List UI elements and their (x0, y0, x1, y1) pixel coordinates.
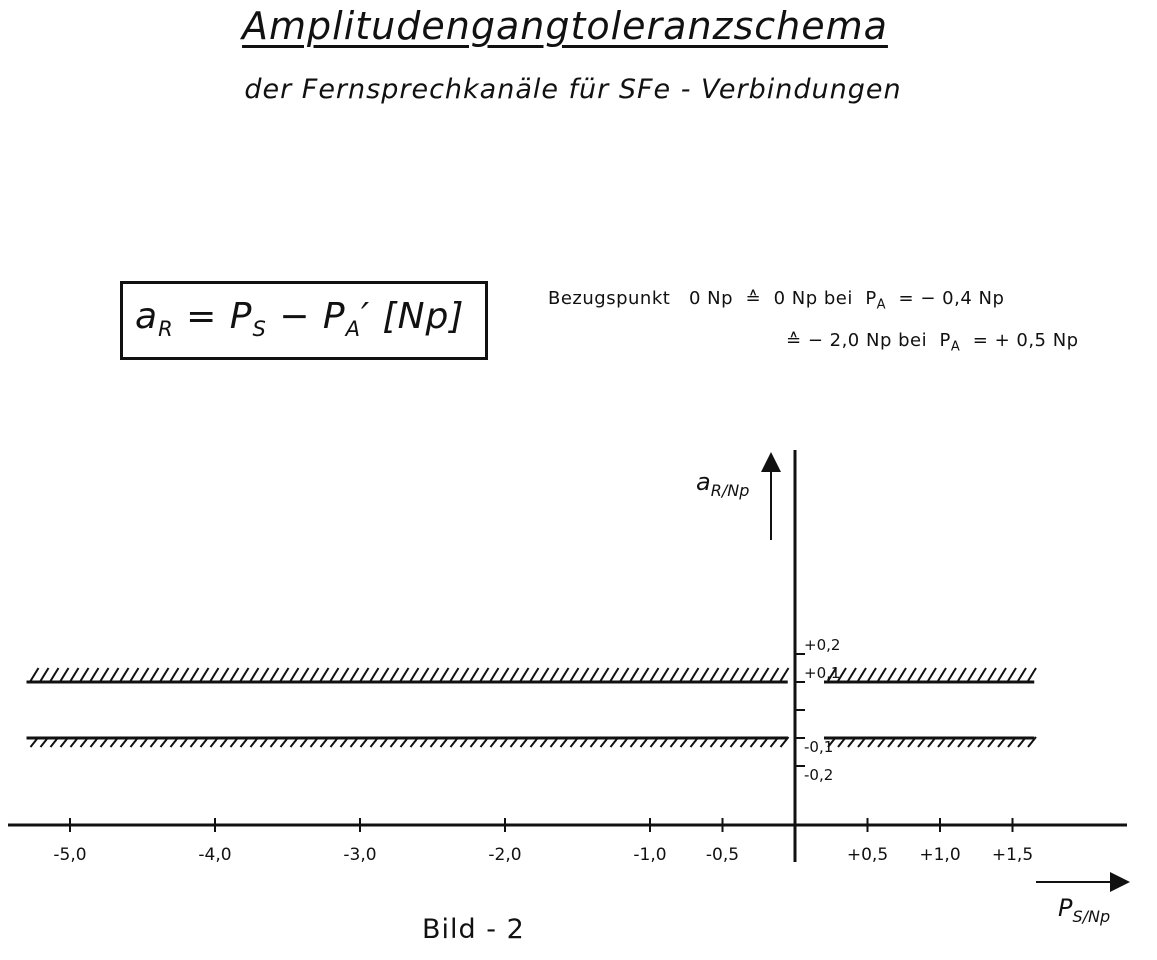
y-tick-label: +0,1 (804, 664, 841, 682)
formula-a-sub: R (158, 317, 174, 342)
reference-p-2: P (939, 330, 951, 351)
reference-p-1: P (865, 288, 877, 309)
formula-minus: − (266, 296, 323, 337)
formula-pa-sub: A (345, 317, 361, 342)
x-tick-label: +0,5 (846, 845, 889, 865)
y-tick-label: -0,2 (804, 766, 834, 784)
x-axis-label-main: P (1058, 894, 1073, 922)
reference-label: Bezugspunkt (548, 288, 671, 309)
y-axis-label-sub: R (710, 480, 722, 500)
x-tick-label: -4,0 (198, 845, 232, 865)
x-tick-label: -3,0 (343, 845, 377, 865)
hatching-1 (31, 668, 789, 681)
hatching-2 (828, 668, 1036, 681)
x-tick-label: -5,0 (53, 845, 87, 865)
x-tick-label: -1,0 (633, 845, 667, 865)
formula-unit: ′ [Np] (360, 296, 465, 337)
x-axis-label-sub: S (1072, 906, 1083, 926)
reference-to-1: 0 Np bei (773, 288, 853, 309)
reference-from: 0 Np (688, 288, 734, 309)
page-subtitle: der Fernsprechkanäle für SFe - Verbindungen (244, 74, 902, 105)
reference-symbol-2: ≙ (786, 330, 802, 351)
y-tick-label: -0,1 (804, 738, 834, 756)
reference-symbol-1: ≙ (745, 288, 762, 309)
figure-caption: Bild - 2 (422, 914, 525, 945)
page-title: Amplitudengangtoleranzschema (242, 4, 888, 48)
formula-ps: P (229, 296, 253, 337)
reference-value-2: = + 0,5 Np (972, 330, 1079, 351)
formula-equals: = (173, 296, 230, 337)
y-axis-label-unit: /Np (721, 480, 750, 500)
y-tick-label: +0,2 (804, 636, 841, 654)
x-tick-label: +1,0 (919, 845, 961, 865)
reference-p-sub-1: A (876, 297, 887, 313)
formula-ps-sub: S (252, 317, 267, 342)
reference-to-2: − 2,0 Np bei (807, 330, 928, 351)
x-tick-label: -0,5 (705, 845, 740, 865)
x-axis-label-unit: /Np (1082, 906, 1111, 926)
formula-pa: P (322, 296, 346, 337)
x-tick-label: -2,0 (488, 845, 522, 865)
formula-a: a (135, 296, 159, 337)
reference-value-1: = − 0,4 Np (898, 288, 1005, 309)
y-axis-label-main: a (696, 468, 711, 496)
reference-p-sub-2: A (950, 339, 961, 355)
x-tick-label: +1,5 (991, 845, 1034, 865)
